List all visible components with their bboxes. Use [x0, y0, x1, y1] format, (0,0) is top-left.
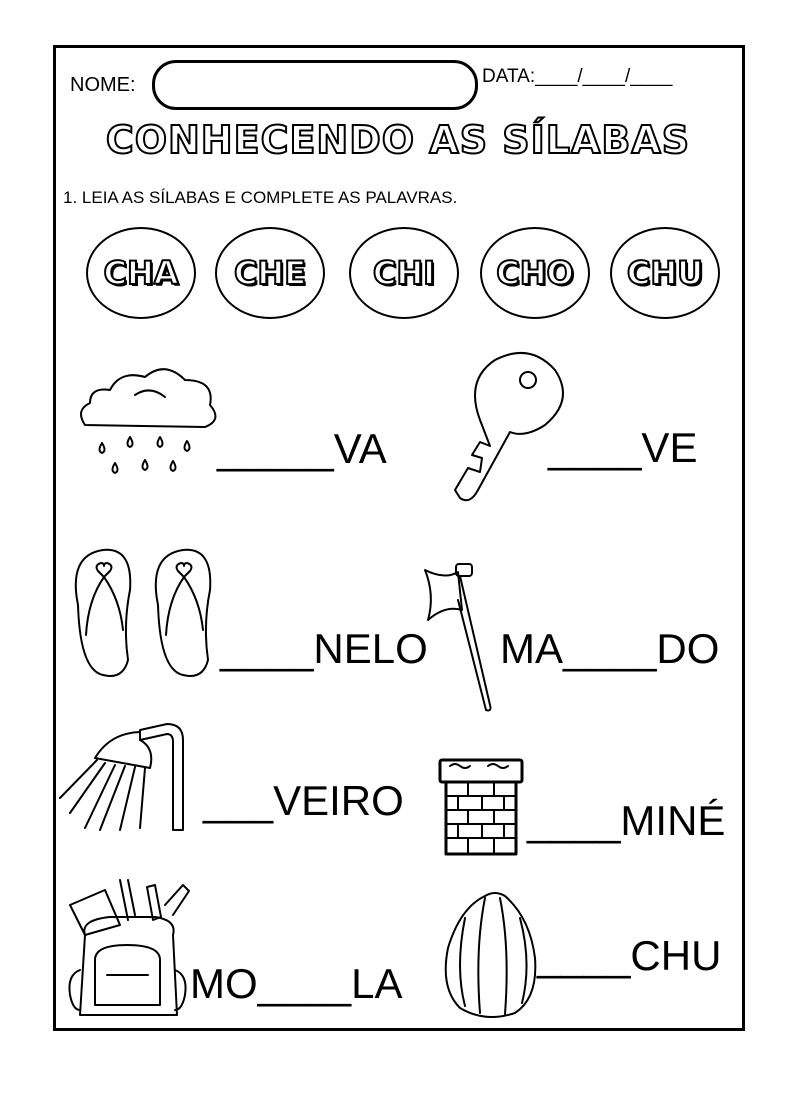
word-chamine: ____MINÉ [527, 797, 726, 844]
syllable-text: CHI [372, 254, 436, 292]
date-label: DATA:____/____/____ [482, 66, 673, 87]
name-field[interactable] [152, 60, 478, 110]
backpack-icon [65, 875, 190, 1020]
syllable-text: CHU [626, 254, 704, 292]
flip-flops-icon [68, 545, 218, 680]
word-machado: MA____DO [500, 625, 720, 672]
name-label: NOME: [70, 74, 136, 96]
syllable-chi [349, 227, 459, 319]
syllable-text: CHE [233, 254, 307, 292]
axe-icon [420, 560, 500, 715]
instruction: 1. LEIA AS SÍLABAS E COMPLETE AS PALAVRAS. [63, 188, 458, 207]
rain-cloud-icon [75, 365, 220, 480]
word-chuva: _____VA [217, 425, 387, 472]
syllable-chu [610, 227, 720, 319]
syllable-che [215, 227, 325, 319]
word-chuveiro: ___VEIRO [203, 777, 404, 824]
word-chave: ____VE [548, 424, 698, 471]
page-title: CONHECENDO AS SÍLABAS [105, 118, 691, 162]
chayote-icon [440, 888, 540, 1023]
shower-icon [55, 718, 200, 833]
syllable-cho [480, 227, 590, 319]
syllable-cha [86, 227, 196, 319]
word-chuchu: ____CHU [537, 932, 722, 979]
syllable-text: CHO [496, 254, 574, 292]
word-mochila: MO____LA [190, 960, 403, 1007]
word-chinelo: ____NELO [220, 625, 428, 672]
syllable-text: CHA [103, 254, 179, 292]
chimney-icon [438, 758, 524, 856]
